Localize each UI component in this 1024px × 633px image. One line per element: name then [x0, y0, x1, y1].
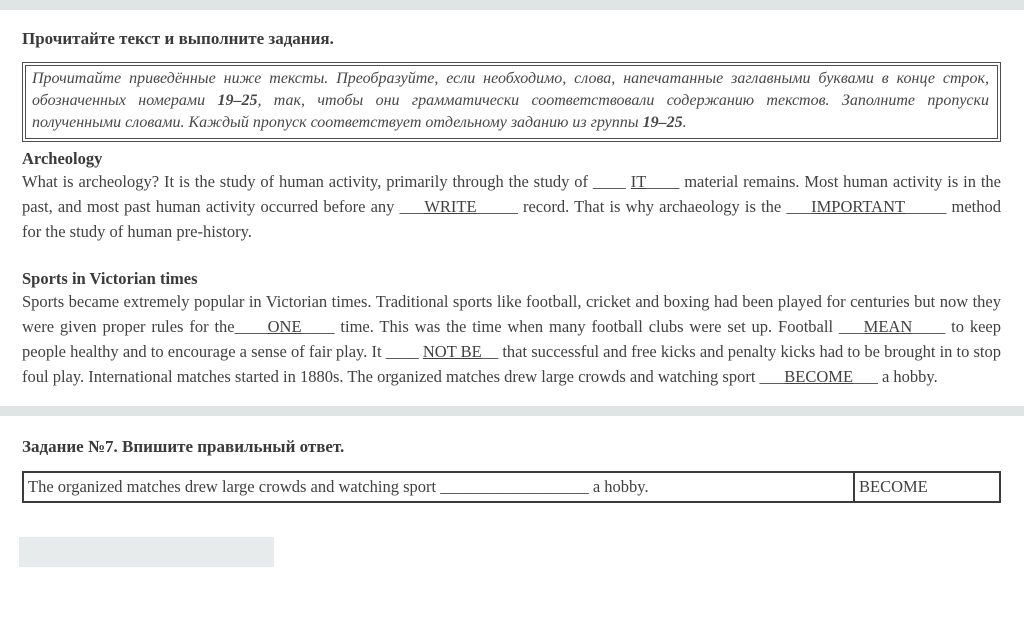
instruction-text: Прочитайте приведённые ниже тексты. Преобразуйте, если необходимо, слова, напечатанные заглавными буквами в конце строк, обозначенных номерами 19–25, так, чтобы они грамматически соответствовали содержанию текстов. Заполните пропуски полученными словами. Каждый пропуск соответствует отдельному заданию из группы 19–25. — [25, 65, 998, 139]
text-section-archeology — [22, 149, 1001, 244]
section-heading-sports: Sports in Victorian times — [22, 269, 198, 288]
instruction-box — [22, 62, 1001, 142]
paragraph-archeology: What is archeology? It is the study of human activity, primarily through the study of ____ IT____ material remains. Most human activity is in the past, and most past human activity occurred before any ___WRITE_____ record. That is why archaeology is the ___IMPORTANT_____ method for the study of human pre-history. — [22, 172, 1001, 241]
task-title: Задание №7. Впишите правильный ответ. — [22, 437, 345, 456]
text-section-sports — [22, 269, 1001, 389]
keyword-cell: BECOME — [854, 472, 1000, 502]
question-cell: The organized matches drew large crowds and watching sport __________________ a hobby. — [23, 472, 854, 502]
section-divider-band — [0, 406, 1024, 416]
task-table — [22, 471, 1001, 503]
top-divider-band — [0, 0, 1024, 10]
task-section — [0, 437, 1024, 567]
paragraph-sports: Sports became extremely popular in Victorian times. Traditional sports like football, cricket and boxing had been played for centuries but now they were given proper rules for the____ONE____ time. This was the time when many football clubs were set up. Football ___MEAN____ to keep people healthy and to encourage a sense of fair play. It ____ NOT BE__ that successful and free kicks and penalty kicks had to be brought in to stop foul play. International matches started in 1880s. The organized matches drew large crowds and watching sport ___BECOME___ a hobby. — [22, 292, 1002, 386]
answer-input[interactable] — [19, 537, 274, 567]
table-row — [23, 472, 1000, 502]
section-heading-archeology: Archeology — [22, 149, 103, 168]
page-title: Прочитайте текст и выполните задания. — [22, 29, 334, 48]
reading-section — [0, 29, 1024, 389]
